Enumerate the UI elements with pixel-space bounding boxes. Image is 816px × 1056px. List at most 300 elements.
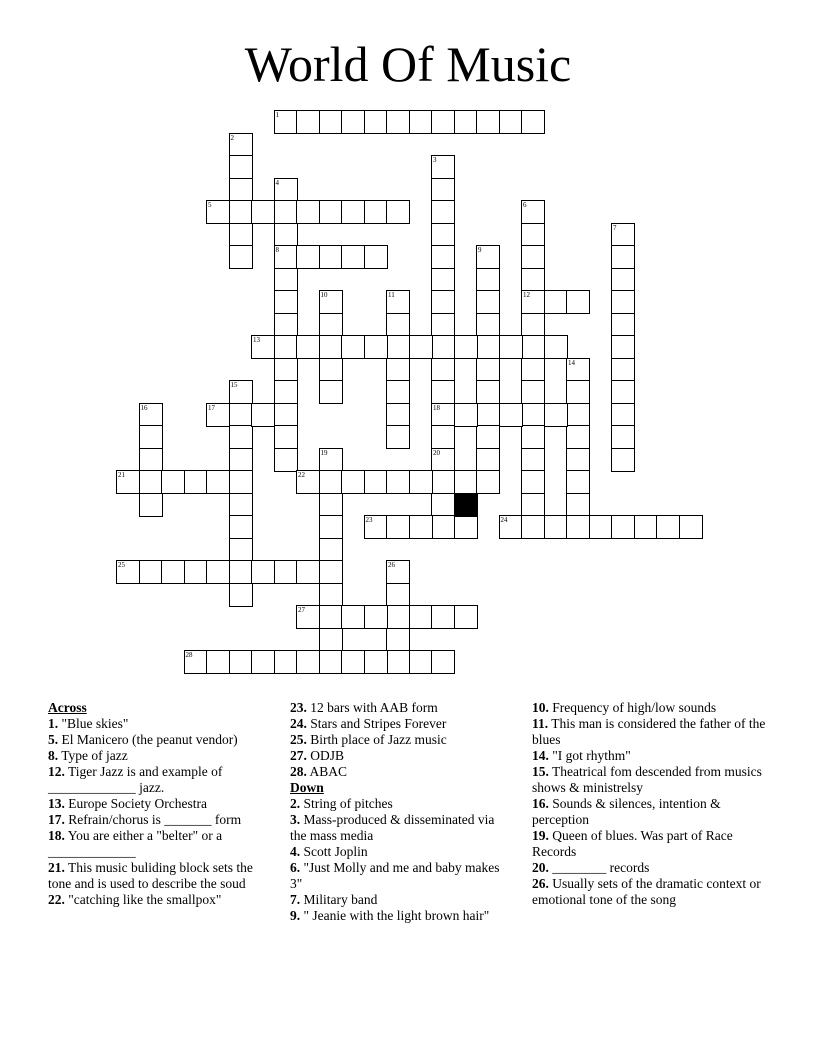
crossword-cell[interactable] — [184, 650, 208, 674]
crossword-cell[interactable] — [566, 358, 590, 382]
clue-item — [48, 812, 274, 828]
crossword-cell[interactable] — [206, 560, 230, 584]
crossword-cell[interactable] — [431, 268, 455, 292]
clue-item-text: " Jeanie with the light brown hair" — [300, 908, 490, 923]
clue-item-number: 25. — [290, 732, 307, 747]
clue-item-text: Theatrical fom descended from musics shows & ministrelsy — [532, 764, 762, 795]
clue-item — [48, 828, 274, 860]
crossword-cell[interactable] — [521, 110, 545, 134]
crossword-cell[interactable] — [409, 605, 433, 629]
crossword-cell[interactable] — [296, 200, 320, 224]
crossword-cell[interactable] — [229, 245, 253, 269]
clue-item-text: Type of jazz — [58, 748, 128, 763]
clue-item-number: 27. — [290, 748, 307, 763]
crossword-cell[interactable] — [566, 380, 590, 404]
crossword-cell[interactable] — [454, 335, 478, 359]
crossword-cell[interactable] — [319, 560, 343, 584]
crossword-cell[interactable] — [139, 425, 163, 449]
crossword-cell[interactable] — [386, 515, 410, 539]
crossword-cell[interactable] — [274, 403, 298, 427]
crossword-cell[interactable] — [184, 470, 208, 494]
crossword-cell[interactable] — [431, 223, 455, 247]
crossword-cell[interactable] — [386, 425, 410, 449]
crossword-cell[interactable] — [229, 493, 253, 517]
crossword-cell[interactable] — [476, 425, 500, 449]
clue-number: 16 — [140, 403, 148, 412]
crossword-cell[interactable] — [476, 335, 500, 359]
crossword-cell[interactable] — [319, 380, 343, 404]
crossword-cell[interactable] — [229, 425, 253, 449]
crossword-cell[interactable] — [319, 583, 343, 607]
crossword-cell[interactable] — [521, 515, 545, 539]
crossword-cell[interactable] — [431, 470, 455, 494]
crossword-cell[interactable] — [476, 245, 500, 269]
crossword-cell[interactable] — [296, 650, 320, 674]
crossword-cell[interactable] — [319, 538, 343, 562]
clue-item — [290, 732, 512, 748]
clue-item-text: Europe Society Orchestra — [64, 796, 207, 811]
crossword-cell[interactable] — [476, 110, 500, 134]
crossword-cell[interactable] — [611, 313, 635, 337]
crossword-cell[interactable] — [566, 448, 590, 472]
clue-item-text: Birth place of Jazz music — [306, 732, 447, 747]
crossword-cell[interactable] — [364, 335, 388, 359]
crossword-cell[interactable] — [319, 470, 343, 494]
clue-number: 19 — [320, 448, 328, 457]
clue-item — [290, 748, 512, 764]
clue-number: 13 — [253, 336, 260, 344]
crossword-cell[interactable] — [476, 313, 500, 337]
crossword-cell[interactable] — [319, 628, 343, 652]
crossword-cell[interactable] — [161, 560, 185, 584]
crossword-cell[interactable] — [274, 448, 298, 472]
clue-number: 15 — [230, 381, 238, 389]
clue-item — [290, 700, 512, 716]
crossword-cell[interactable] — [611, 290, 635, 314]
crossword-cell[interactable] — [341, 200, 365, 224]
crossword-cell[interactable] — [634, 515, 658, 539]
clue-item-text: Tiger Jazz is and example of _____________ jazz. — [48, 764, 223, 795]
crossword-cell[interactable] — [386, 313, 410, 337]
clue-item-number: 19. — [532, 828, 549, 843]
crossword-cell[interactable] — [521, 358, 545, 382]
crossword-cell[interactable] — [296, 245, 320, 269]
clue-number: 9 — [478, 246, 482, 254]
crossword-cell[interactable] — [319, 110, 343, 134]
crossword-cell[interactable] — [139, 403, 163, 427]
clue-number: 11 — [388, 291, 395, 299]
crossword-cell[interactable] — [454, 110, 478, 134]
crossword-cell[interactable] — [274, 650, 298, 674]
clue-number: 27 — [298, 606, 305, 614]
crossword-cell[interactable] — [206, 200, 230, 224]
crossword-cell[interactable] — [364, 200, 388, 224]
crossword-cell[interactable] — [544, 403, 568, 427]
crossword-cell[interactable] — [431, 380, 455, 404]
crossword-cell[interactable] — [229, 515, 253, 539]
crossword-cell[interactable] — [386, 403, 410, 427]
crossword-cell[interactable] — [431, 448, 455, 472]
crossword-cell[interactable] — [476, 380, 500, 404]
crossword-cell[interactable] — [274, 313, 298, 337]
clue-item — [290, 812, 512, 844]
crossword-cell[interactable] — [364, 110, 388, 134]
clue-item-number: 2. — [290, 796, 301, 811]
crossword-cell[interactable] — [251, 403, 275, 427]
crossword-cell[interactable] — [386, 560, 410, 584]
crossword-cell[interactable] — [431, 313, 455, 337]
crossword-cell[interactable] — [319, 358, 343, 382]
crossword-cell[interactable] — [476, 358, 500, 382]
clue-item — [290, 716, 512, 732]
crossword-cell[interactable] — [611, 448, 635, 472]
crossword-cell[interactable] — [386, 200, 410, 224]
crossword-cell[interactable] — [319, 290, 343, 314]
clue-item-text: "Blue skies" — [58, 716, 129, 731]
clue-item-text: String of pitches — [300, 796, 393, 811]
crossword-cell[interactable] — [386, 605, 410, 629]
clue-item-number: 1. — [48, 716, 59, 731]
clue-item-number: 12. — [48, 764, 65, 779]
clue-number: 12 — [523, 291, 530, 299]
crossword-cell[interactable] — [521, 200, 545, 224]
clue-item-text: ABAC — [306, 764, 348, 779]
clue-item-number: 3. — [290, 812, 301, 827]
crossword-cell[interactable] — [499, 110, 523, 134]
crossword-cell[interactable] — [454, 403, 478, 427]
clue-item — [290, 796, 512, 812]
crossword-cell[interactable] — [386, 470, 410, 494]
crossword-cell[interactable] — [409, 650, 433, 674]
crossword-cell[interactable] — [229, 178, 253, 202]
crossword-cell[interactable] — [431, 493, 455, 517]
clues-column-3 — [532, 700, 772, 908]
page-title: World Of Music — [244, 36, 572, 92]
clues-column-2 — [290, 700, 512, 924]
crossword-cell[interactable] — [386, 583, 410, 607]
crossword-cell[interactable] — [229, 380, 253, 404]
crossword-cell[interactable] — [319, 313, 343, 337]
crossword-cell[interactable] — [454, 515, 478, 539]
crossword-cell[interactable] — [364, 470, 388, 494]
clue-item-text: Military band — [300, 892, 378, 907]
crossword-cell[interactable] — [116, 560, 140, 584]
crossword-cell[interactable] — [229, 133, 253, 157]
crossword-cell[interactable] — [386, 650, 410, 674]
crossword-cell[interactable] — [274, 335, 298, 359]
clue-item-number: 18. — [48, 828, 65, 843]
crossword-cell[interactable] — [409, 515, 433, 539]
crossword-cell[interactable] — [184, 560, 208, 584]
crossword-cell[interactable] — [431, 425, 455, 449]
crossword-cell[interactable] — [139, 560, 163, 584]
clue-item-number: 23. — [290, 700, 307, 715]
clue-item-number: 20. — [532, 860, 549, 875]
clue-item — [48, 748, 274, 764]
crossword-cell[interactable] — [274, 200, 298, 224]
crossword-cell[interactable] — [566, 425, 590, 449]
crossword-cell[interactable] — [274, 425, 298, 449]
crossword-cell[interactable] — [386, 110, 410, 134]
clue-item-text: El Manicero (the peanut vendor) — [58, 732, 238, 747]
clue-number: 5 — [208, 201, 212, 209]
clue-number: 1 — [275, 111, 279, 119]
clue-item-text: ________ records — [548, 860, 650, 875]
crossword-cell[interactable] — [319, 200, 343, 224]
crossword-cell[interactable] — [364, 605, 388, 629]
crossword-cell[interactable] — [499, 403, 523, 427]
crossword-cell[interactable] — [611, 268, 635, 292]
clue-number: 17 — [208, 403, 215, 412]
crossword-cell[interactable] — [386, 628, 410, 652]
crossword-cell[interactable] — [251, 560, 275, 584]
crossword-cell[interactable] — [409, 470, 433, 494]
clue-item-number: 7. — [290, 892, 301, 907]
crossword-cell[interactable] — [274, 560, 298, 584]
crossword-cell[interactable] — [544, 290, 568, 314]
crossword-cell[interactable] — [364, 515, 388, 539]
crossword-cell[interactable] — [521, 268, 545, 292]
crossword-cell[interactable] — [139, 493, 163, 517]
crossword-cell[interactable] — [454, 605, 478, 629]
clue-item — [532, 748, 772, 764]
crossword-cell[interactable] — [521, 290, 545, 314]
clue-item-text: 12 bars with AAB form — [306, 700, 438, 715]
clue-item-text: Stars and Stripes Forever — [306, 716, 447, 731]
clue-item-number: 5. — [48, 732, 59, 747]
crossword-cell[interactable] — [431, 650, 455, 674]
crossword-cell[interactable] — [206, 470, 230, 494]
clue-item — [48, 764, 274, 796]
crossword-cell[interactable] — [431, 200, 455, 224]
crossword-cell[interactable] — [274, 358, 298, 382]
crossword-cell[interactable] — [521, 380, 545, 404]
crossword-cell[interactable] — [296, 560, 320, 584]
clue-number: 22 — [298, 471, 305, 479]
crossword-cell[interactable] — [521, 245, 545, 269]
crossword-cell[interactable] — [274, 223, 298, 247]
clue-item — [290, 908, 512, 924]
clue-item — [532, 700, 772, 716]
crossword-cell[interactable] — [454, 470, 478, 494]
crossword-cell[interactable] — [229, 200, 253, 224]
clue-item-number: 9. — [290, 908, 301, 923]
crossword-cell[interactable] — [341, 335, 365, 359]
crossword-cell[interactable] — [679, 515, 703, 539]
crossword-cell[interactable] — [499, 335, 523, 359]
crossword-cell[interactable] — [566, 515, 590, 539]
clue-item-text: Frequency of high/low sounds — [548, 700, 717, 715]
crossword-cell[interactable] — [386, 358, 410, 382]
crossword-cell[interactable] — [274, 268, 298, 292]
clue-item — [290, 860, 512, 892]
crossword-cell[interactable] — [476, 448, 500, 472]
crossword-cell[interactable] — [296, 335, 320, 359]
crossword-cell[interactable] — [386, 380, 410, 404]
clue-item-number: 4. — [290, 844, 301, 859]
clue-item-number: 14. — [532, 748, 549, 763]
crossword-cell[interactable] — [296, 605, 320, 629]
crossword-cell[interactable] — [341, 110, 365, 134]
crossword-cell[interactable] — [431, 178, 455, 202]
crossword-cell[interactable] — [274, 290, 298, 314]
crossword-cell[interactable] — [364, 245, 388, 269]
clue-number: 26 — [388, 561, 395, 569]
crossword-cell[interactable] — [251, 650, 275, 674]
clue-item-text: "catching like the smallpox" — [64, 892, 222, 907]
crossword-cell[interactable] — [274, 380, 298, 404]
crossword-cell[interactable] — [611, 358, 635, 382]
clue-item — [532, 796, 772, 828]
clue-item-text: Queen of blues. Was part of Race Records — [532, 828, 733, 859]
crossword-cell[interactable] — [521, 335, 545, 359]
crossword-cell[interactable] — [476, 268, 500, 292]
clue-number: 23 — [365, 516, 373, 524]
crossword-cell[interactable] — [611, 515, 635, 539]
crossword-cell[interactable] — [544, 335, 568, 359]
crossword-cell[interactable] — [206, 650, 230, 674]
crossword-cell[interactable] — [409, 335, 433, 359]
crossword-cell[interactable] — [296, 110, 320, 134]
crossword-cell[interactable] — [611, 380, 635, 404]
clue-number: 10 — [320, 291, 328, 299]
clue-item-text: ODJB — [306, 748, 345, 763]
crossword-cell[interactable] — [251, 200, 275, 224]
crossword-cell[interactable] — [229, 583, 253, 607]
crossword-cell[interactable] — [431, 245, 455, 269]
crossword-cell[interactable] — [341, 605, 365, 629]
crossword-cell[interactable] — [431, 155, 455, 179]
clue-item-text: This man is considered the father of the blues — [532, 716, 766, 747]
clue-item-text: Scott Joplin — [300, 844, 368, 859]
crossword-cell[interactable] — [409, 110, 433, 134]
crossword-cell[interactable] — [611, 245, 635, 269]
crossword-cell[interactable] — [229, 448, 253, 472]
crossword-cell[interactable] — [521, 403, 545, 427]
crossword-cell[interactable] — [431, 605, 455, 629]
clue-item-number: 24. — [290, 716, 307, 731]
clue-item-text: This music buliding block sets the tone and is used to describe the soud — [48, 860, 253, 891]
clue-number: 28 — [185, 651, 193, 659]
crossword-cell[interactable] — [431, 335, 455, 359]
crossword-cell[interactable] — [341, 245, 365, 269]
crossword-cell[interactable] — [274, 110, 298, 134]
crossword-cell[interactable] — [431, 110, 455, 134]
crossword-cell[interactable] — [656, 515, 680, 539]
clue-item-number: 21. — [48, 860, 65, 875]
clue-item-number: 11. — [532, 716, 549, 731]
crossword-cell[interactable] — [431, 358, 455, 382]
crossword-cell[interactable] — [229, 650, 253, 674]
clue-item — [48, 860, 274, 892]
crossword-cell[interactable] — [319, 245, 343, 269]
crossword-cell[interactable] — [566, 290, 590, 314]
crossword-cell[interactable] — [499, 515, 523, 539]
crossword-cell[interactable] — [319, 605, 343, 629]
crossword-cell[interactable] — [386, 290, 410, 314]
clue-item-number: 13. — [48, 796, 65, 811]
clue-number: 24 — [500, 516, 508, 524]
crossword-cell[interactable] — [611, 425, 635, 449]
crossword-cell[interactable] — [341, 470, 365, 494]
crossword-cell[interactable] — [319, 335, 343, 359]
crossword-cell[interactable] — [521, 425, 545, 449]
crossword-cell[interactable] — [566, 470, 590, 494]
crossword-cell[interactable] — [274, 178, 298, 202]
crossword-cell[interactable] — [161, 470, 185, 494]
clue-item-number: 6. — [290, 860, 301, 875]
crossword-cell[interactable] — [319, 448, 343, 472]
crossword-cell[interactable] — [319, 650, 343, 674]
crossword-cell[interactable] — [611, 403, 635, 427]
crossword-cell[interactable] — [431, 290, 455, 314]
clue-item — [290, 892, 512, 908]
crossword-cell[interactable] — [476, 290, 500, 314]
crossword-cell[interactable] — [229, 538, 253, 562]
crossword-cell[interactable] — [229, 223, 253, 247]
crossword-cell[interactable] — [521, 470, 545, 494]
crossword-cell[interactable] — [386, 335, 410, 359]
crossword-cell[interactable] — [274, 245, 298, 269]
crossword-cell[interactable] — [566, 493, 590, 517]
crossword-cell[interactable] — [341, 650, 365, 674]
crossword-cell[interactable] — [229, 470, 253, 494]
clue-section-heading: Across — [48, 700, 87, 715]
crossword-cell[interactable] — [139, 470, 163, 494]
crossword-cell[interactable] — [206, 403, 230, 427]
crossword-cell[interactable] — [476, 470, 500, 494]
crossword-cell[interactable] — [229, 560, 253, 584]
clue-item-text: "I got rhythm" — [548, 748, 631, 763]
clue-number: 25 — [118, 561, 125, 569]
crossword-cell[interactable] — [139, 448, 163, 472]
clue-item-number: 28. — [290, 764, 307, 779]
clue-item — [532, 860, 772, 876]
crossword-cell[interactable] — [566, 403, 590, 427]
crossword-cell[interactable] — [521, 223, 545, 247]
crossword-cell[interactable] — [229, 155, 253, 179]
crossword-cell[interactable] — [611, 335, 635, 359]
crossword-cell[interactable] — [521, 493, 545, 517]
crossword-cell[interactable] — [431, 403, 455, 427]
clue-item-number: 26. — [532, 876, 549, 891]
crossword-cell[interactable] — [521, 313, 545, 337]
crossword-cell[interactable] — [431, 515, 455, 539]
clue-number: 3 — [433, 156, 437, 164]
crossword-cell[interactable] — [229, 403, 253, 427]
crossword-cell[interactable] — [296, 470, 320, 494]
clue-item — [532, 828, 772, 860]
crossword-cell[interactable] — [544, 515, 568, 539]
clue-number: 14 — [568, 358, 575, 367]
crossword-cell[interactable] — [364, 650, 388, 674]
crossword-cell[interactable] — [589, 515, 613, 539]
clue-item — [290, 764, 512, 780]
crossword-cell[interactable] — [611, 223, 635, 247]
crossword-cell[interactable] — [319, 493, 343, 517]
crossword-cell[interactable] — [319, 515, 343, 539]
crossword-cell[interactable] — [251, 335, 275, 359]
crossword-cell[interactable] — [116, 470, 140, 494]
clue-item — [290, 844, 512, 860]
clue-number: 2 — [230, 133, 234, 142]
crossword-cell[interactable] — [476, 403, 500, 427]
clue-item-number: 16. — [532, 796, 549, 811]
crossword-cell[interactable] — [521, 448, 545, 472]
clue-number: 6 — [523, 201, 527, 209]
clue-item-number: 17. — [48, 812, 65, 827]
clue-item-number: 22. — [48, 892, 65, 907]
